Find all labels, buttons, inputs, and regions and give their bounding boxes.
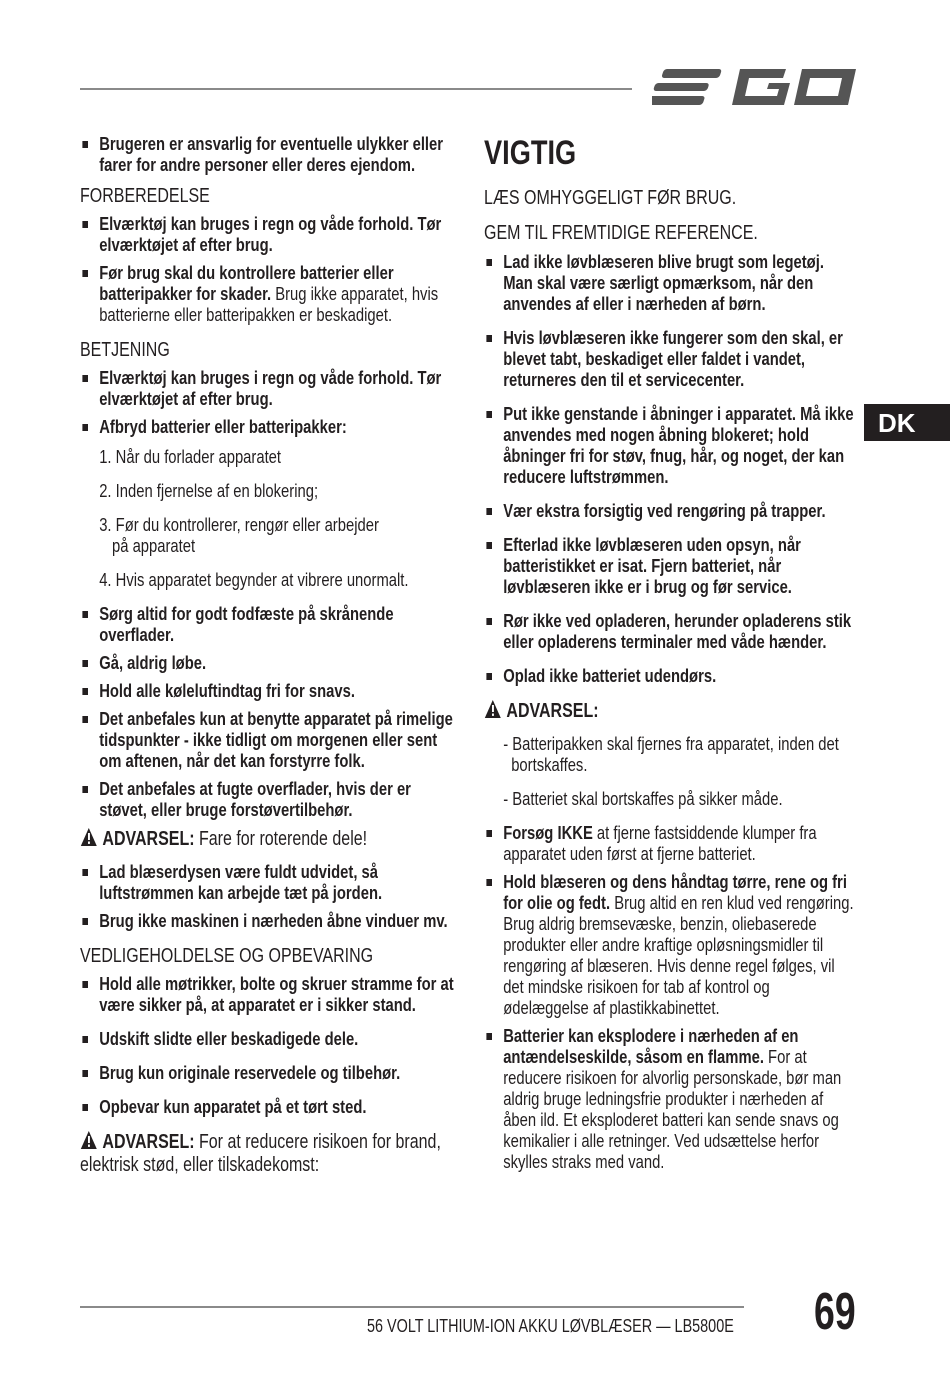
list-item: Det anbefales kun at benytte apparatet på rimelige tidspunkter - ikke tidligt om morgenen eller sent om aftenen, når det kan forstyrre folk. [80, 708, 461, 771]
warning-icon [484, 699, 502, 719]
warning-notice: ADVARSEL: [484, 699, 857, 723]
footer-product-title: 56 VOLT LITHIUM-ION AKKU LØVBLÆSER — LB5800E [367, 1316, 734, 1336]
dash-item: - Batteripakken skal fjernes fra apparatet, inden det bortskaffes. [503, 733, 839, 775]
list-item: Hold alle møtrikker, bolte og skruer stramme for at være sikker på, at apparatet er i sikker stand. [80, 973, 461, 1015]
page-number: 69 [814, 1283, 856, 1341]
list-item: Udskift slidte eller beskadigede dele. [80, 1028, 461, 1049]
warning-icon [80, 1130, 98, 1150]
list-item: Brugeren er ansvarlig for eventuelle ulykker eller farer for andre personer eller deres ejendom. [80, 133, 461, 175]
ego-logo [652, 63, 860, 116]
list-item: Før brug skal du kontrollere batterier eller batteripakker for skader. Brug ikke apparatet, hvis batterierne eller batteripakken er beskadiget. [80, 262, 461, 325]
list-item: Batterier kan eksplodere i nærheden af en antændelseskilde, såsom en flamme. For at reducere risikoen for alvorlig personskade, bør man aldrig bruge ledningsfrie produkter i nærheden af åben ild. Et eksploderet batteri kan sende snavs og kemikalier i alle retninger. Ved udsættelse herfor skylles straks med vand. [484, 1025, 857, 1172]
section-heading-vedligeholdelse: VEDLIGEHOLDELSE OG OPBEVARING [80, 945, 374, 967]
left-column-body [80, 133, 461, 1177]
list-item: Sørg altid for godt fodfæste på skrånende overflader. [80, 603, 461, 645]
list-item: Lad ikke løvblæseren blive brugt som legetøj. Man skal være særligt opmærksom, når den anvendes af eller i nærheden af børn. [484, 251, 857, 314]
warning-notice: ADVARSEL: For at reducere risikoen for brand, elektrisk stød, eller tilskadekomst: [80, 1131, 441, 1176]
list-item: Opbevar kun apparatet på et tørt sted. [80, 1096, 461, 1117]
numbered-item: 3. Før du kontrollerer, rengør eller arbejder på apparatet [99, 514, 379, 556]
right-column [484, 133, 950, 1179]
list-item: Put ikke genstande i åbninger i apparatet. Må ikke anvendes med nogen åbning blokeret; hold åbninger fri for støv, fnug, hår, og noget, der kan reducere luftstrømmen. [484, 403, 857, 487]
list-item: Gå, aldrig løbe. [80, 652, 461, 673]
list-item: Hold alle køleluftindtag fri for snavs. [80, 680, 461, 701]
list-item: Hvis løvblæseren ikke fungerer som den skal, er blevet tabt, beskadiget eller faldet i vandet, returneres den til et servicecenter. [484, 327, 857, 390]
list-item: Brug ikke maskinen i nærheden åbne vinduer mv. [80, 910, 461, 931]
footer-rule [80, 1306, 744, 1308]
warning-notice: ADVARSEL: Fare for roterende dele! [80, 827, 461, 851]
warning-icon [80, 827, 98, 847]
numbered-item: 2. Inden fjernelse af en blokering; [99, 480, 319, 501]
language-tab-label: DK [878, 408, 916, 438]
important-heading: VIGTIG [484, 134, 577, 172]
list-item: Efterlad ikke løvblæseren uden opsyn, når batteristikket er isat. Fjern batteriet, når løvblæseren ikke er i brug og før service. [484, 534, 857, 597]
list-item: Rør ikke ved opladeren, herunder opladerens stik eller opladerens terminaler med våde hænder. [484, 610, 857, 652]
header-rule [80, 88, 632, 90]
right-column-body [484, 133, 857, 1172]
list-item: Lad blæserdysen være fuldt udvidet, så luftstrømmen kan arbejde tæt på jorden. [80, 861, 461, 903]
read-carefully-text: LÆS OMHYGGELIGT FØR BRUG. [484, 187, 737, 209]
section-heading-forberedelse: FORBEREDELSE [80, 185, 210, 207]
list-item: Hold blæseren og dens håndtag tørre, rene og fri for olie og fedt. Brug altid en ren klud ved rengøring. Brug aldrig bremsevæske, benzin, oliebaserede produkter eller andre kraftige opløsningsmidler til rengøring af blæseren. Hvis denne regel følges, vil det mindske risikoen for tab af kontrol og ødelæggelse af plastikkabinettet. [484, 871, 857, 1018]
list-item: Elværktøj kan bruges i regn og våde forhold. Tør elværktøjet af efter brug. [80, 367, 461, 409]
list-item: Afbryd batterier eller batteripakker: [80, 416, 461, 437]
dash-item: - Batteriet skal bortskaffes på sikker måde. [503, 788, 783, 809]
numbered-item: 4. Hvis apparatet begynder at vibrere unormalt. [99, 569, 409, 590]
list-item: Det anbefales at fugte overflader, hvis der er støvet, eller bruge forstøvertilbehør. [80, 778, 461, 820]
numbered-item: 1. Når du forlader apparatet [99, 446, 282, 467]
list-item: Forsøg IKKE at fjerne fastsiddende klumper fra apparatet uden først at fjerne batteriet. [484, 822, 857, 864]
list-item: Oplad ikke batteriet udendørs. [484, 665, 857, 686]
list-item: Vær ekstra forsigtig ved rengøring på trapper. [484, 500, 857, 521]
list-item: Elværktøj kan bruges i regn og våde forhold. Tør elværktøjet af efter brug. [80, 213, 461, 255]
list-item: Brug kun originale reservedele og tilbehør. [80, 1062, 461, 1083]
section-heading-betjening: BETJENING [80, 339, 170, 361]
keep-reference-text: GEM TIL FREMTIDIGE REFERENCE. [484, 222, 758, 244]
